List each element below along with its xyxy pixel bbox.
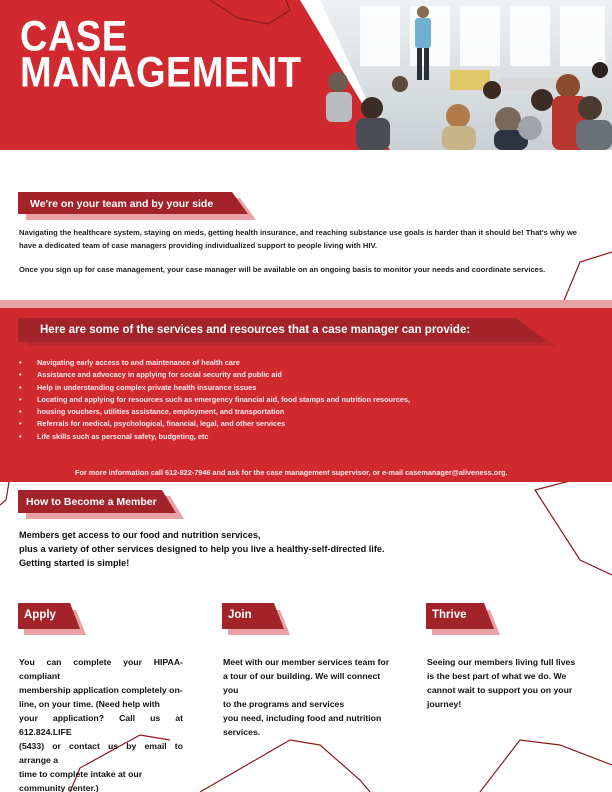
services-list bbox=[19, 357, 579, 443]
team-paragraph-2: Once you sign up for case management, your case manager will be available on an ongoing basis to monitor your needs and coordinate services. bbox=[19, 265, 546, 274]
list-item: • Locating and applying for resources such as emergency financial aid, food stamps and nutrition resources, bbox=[19, 394, 411, 404]
step-thrive-label: Thrive bbox=[432, 609, 467, 621]
band-top-stripe bbox=[0, 300, 612, 308]
member-line-2: plus a variety of other services designed to help you live a healthy-self-directed life. bbox=[19, 544, 385, 554]
team-heading: We're on your team and by your side bbox=[30, 198, 214, 210]
services-heading: Here are some of the services and resources that a case manager can provide: bbox=[40, 324, 471, 336]
contact-info: For more information call 612-822-7946 and ask for the case management supervisor, or e-mail casemanager@aliveness.org. bbox=[75, 468, 508, 477]
team-paragraph-1: Navigating the healthcare system, staying on meds, getting health insurance, and reaching substance use goals is harder than it should be! That's why we have a dedicated team of case managers providing individualized support to people living with HIV. bbox=[19, 228, 577, 250]
step-join-label: Join bbox=[228, 609, 252, 621]
page-title-line2: MANAGEMENT bbox=[20, 49, 302, 97]
step-join-text: Meet with our member services team for a tour of our building. We will connect you to the programs and services you need, including food and nutrition services. bbox=[223, 657, 390, 737]
list-item: • housing vouchers, utilities assistance, employment, and transportation bbox=[19, 407, 285, 417]
step-apply-label: Apply bbox=[24, 609, 56, 621]
list-item: • Referrals for medical, psychological, financial, legal, and other services bbox=[19, 419, 286, 429]
list-item: • Navigating early access to and maintenance of health care bbox=[19, 358, 240, 367]
list-item: • Life skills such as personal safety, budgeting, etc bbox=[19, 431, 209, 441]
list-item: • Assistance and advocacy in applying for social security and public aid bbox=[19, 370, 282, 380]
member-line-3: Getting started is simple! bbox=[19, 558, 130, 568]
step-thrive-text: Seeing our members living full lives is the best part of what we do. We cannot wait to support you on your journey! bbox=[427, 657, 576, 709]
list-item: • Help in understanding complex private health insurance issues bbox=[19, 382, 257, 392]
step-apply-text: You can complete your HIPAA-compliant membership application completely on- line, on your time. (Need help with your application? Call us at 612.824.LIFE (5433) or contact us by email to arrange a time to complete intake at our community center.) bbox=[19, 657, 183, 792]
page-title-line1: CASE bbox=[20, 13, 128, 61]
member-heading: How to Become a Member bbox=[26, 496, 157, 508]
member-line-1: Members get access to our food and nutrition services, bbox=[19, 530, 261, 540]
